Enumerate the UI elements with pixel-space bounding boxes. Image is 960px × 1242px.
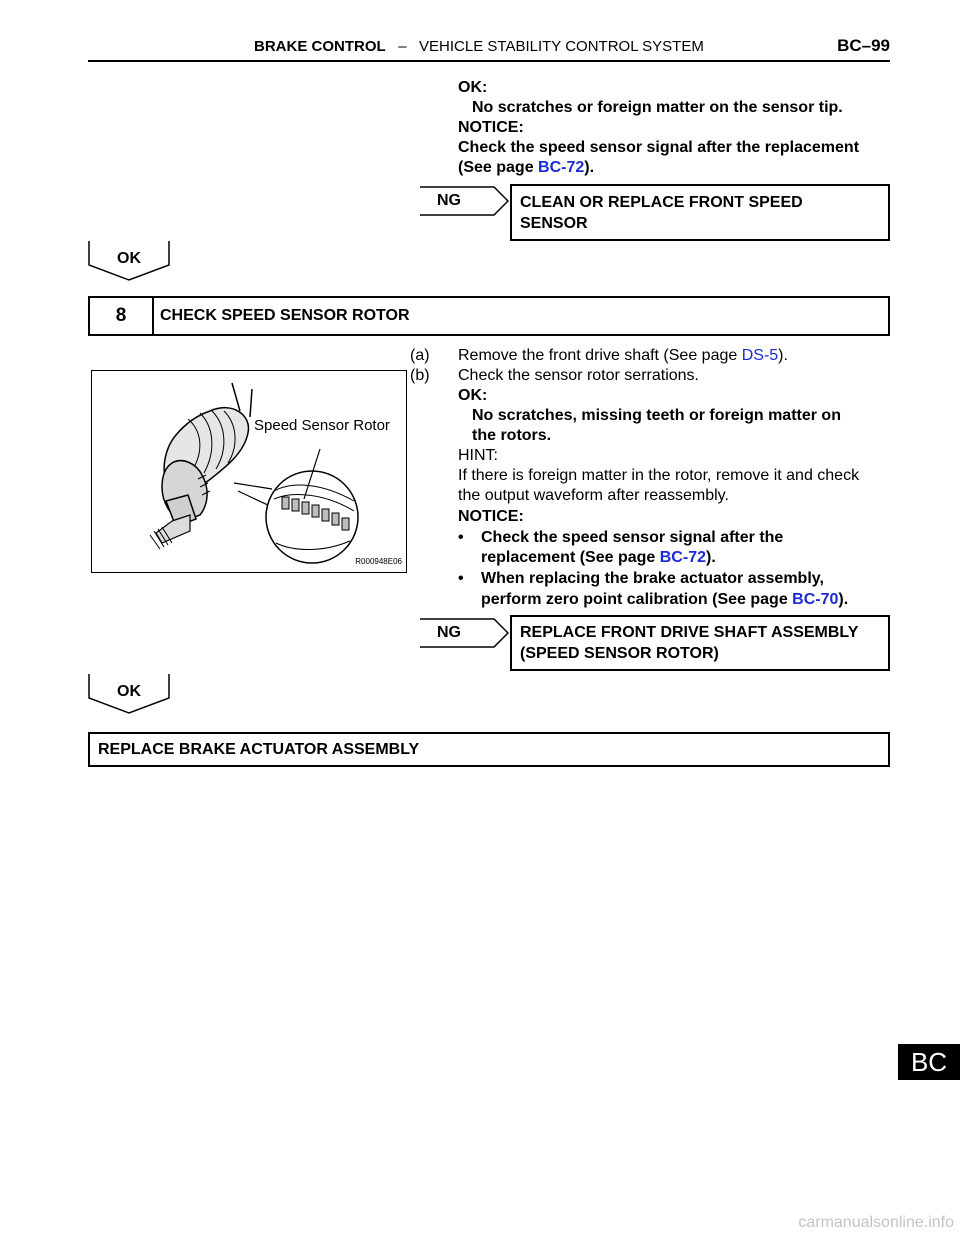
ok-text: No scratches or foreign matter on the sensor tip. (472, 99, 843, 116)
step-b-marker: (b) (410, 367, 430, 384)
figure-speed-sensor-rotor (91, 370, 407, 573)
bullet-marker: • (458, 570, 464, 587)
header-title (254, 38, 704, 55)
header-section: BRAKE CONTROL (254, 38, 386, 55)
step-title: CHECK SPEED SENSOR ROTOR (160, 307, 410, 324)
figure-label: Speed Sensor Rotor (254, 417, 390, 434)
notice-line-with-link: (See page BC-72). (458, 159, 595, 176)
ok-tag: OK (117, 683, 141, 700)
page-link-bc-70[interactable]: BC-70 (792, 591, 839, 608)
page-link-bc-72[interactable]: BC-72 (538, 159, 585, 176)
ok-tag: OK (117, 250, 141, 267)
step-header (88, 296, 890, 336)
notice-label: NOTICE: (458, 119, 524, 136)
page-header (88, 36, 890, 62)
step-number: 8 (90, 298, 154, 334)
ng-result-box: REPLACE FRONT DRIVE SHAFT ASSEMBLY (SPEED SENSOR ROTOR) (510, 615, 890, 671)
section-tab: BC (898, 1044, 960, 1080)
step-a-text: Remove the front drive shaft (See page DS-5). (458, 347, 788, 364)
bullet-text: When replacing the brake actuator assembly, (481, 570, 824, 587)
ok-text: No scratches, missing teeth or foreign matter on (472, 407, 841, 424)
header-separator: – (398, 38, 407, 55)
notice-label: NOTICE: (458, 508, 524, 525)
ng-result-box: CLEAN OR REPLACE FRONT SPEED SENSOR (510, 184, 890, 241)
hint-text: the output waveform after reassembly. (458, 487, 729, 504)
bullet-text: Check the speed sensor signal after the (481, 529, 784, 546)
hint-label: HINT: (458, 447, 498, 464)
ok-label: OK: (458, 387, 488, 404)
ok-label: OK: (458, 79, 488, 96)
page-link-ds-5[interactable]: DS-5 (741, 347, 779, 364)
hint-text: If there is foreign matter in the rotor, remove it and check (458, 467, 860, 484)
ng-tag: NG (437, 624, 461, 641)
ng-arrow-shape (420, 618, 512, 648)
notice-line: Check the speed sensor signal after the replacement (458, 139, 860, 156)
figure-id: R000948E06 (355, 557, 402, 566)
page-link-bc-72[interactable]: BC-72 (659, 549, 706, 566)
bullet-text-with-link: perform zero point calibration (See page BC-70). (481, 591, 849, 608)
ng-arrow-shape (420, 186, 512, 216)
bullet-marker: • (458, 529, 464, 546)
header-subsection: VEHICLE STABILITY CONTROL SYSTEM (419, 38, 704, 55)
drive-shaft-illustration (92, 371, 406, 572)
step-b-text: Check the sensor rotor serrations. (458, 367, 699, 384)
ok-text: the rotors. (472, 427, 552, 444)
ng-tag: NG (437, 192, 461, 209)
bullet-text-with-link: replacement (See page BC-72). (481, 549, 716, 566)
final-result-box: REPLACE BRAKE ACTUATOR ASSEMBLY (88, 732, 890, 767)
step-a-marker: (a) (410, 347, 430, 364)
page-number: BC–99 (837, 36, 890, 55)
watermark: carmanualsonline.info (798, 1214, 954, 1231)
